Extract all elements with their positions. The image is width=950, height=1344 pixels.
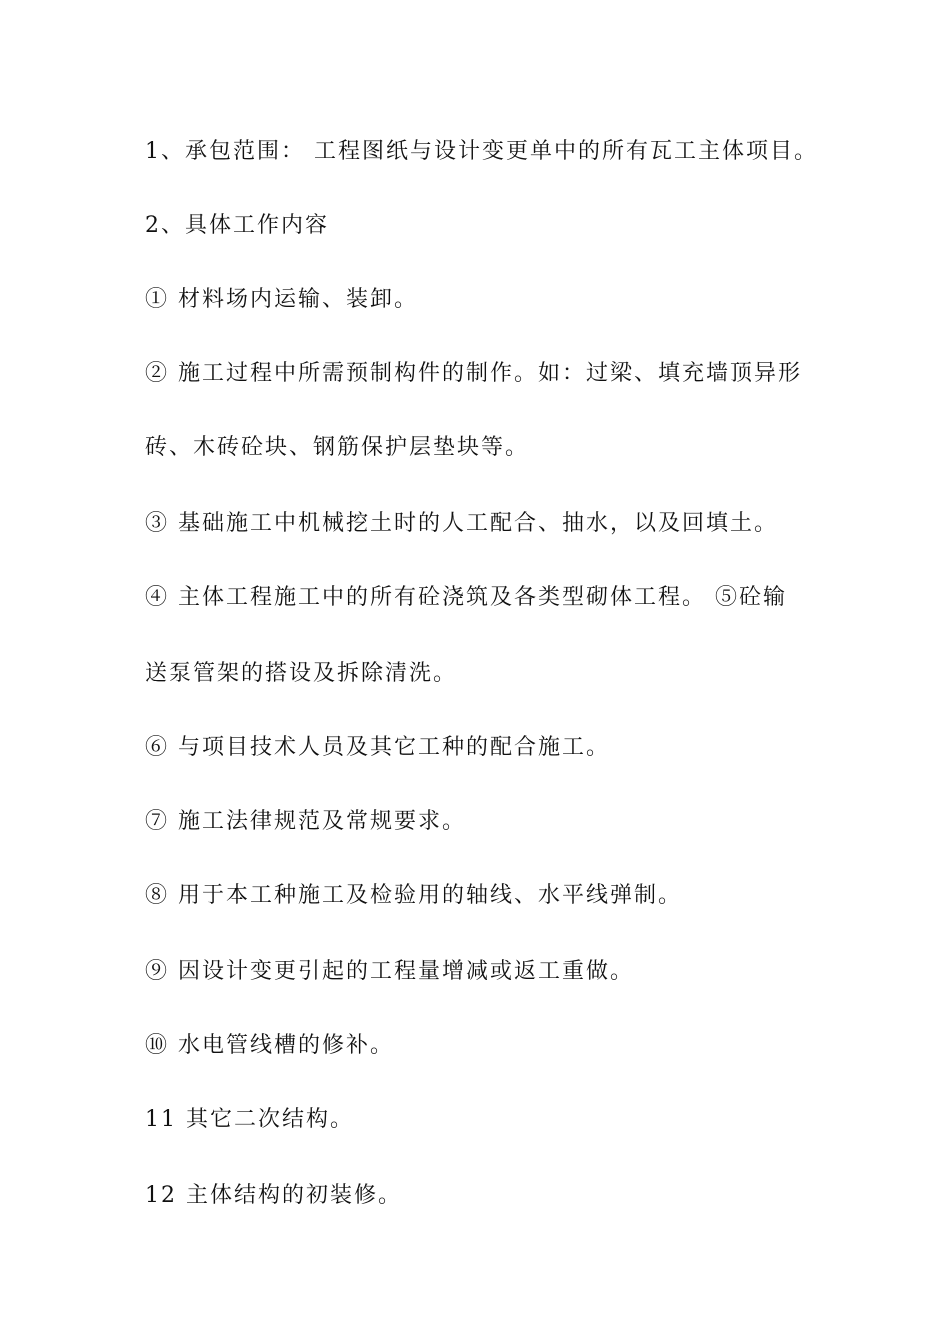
text-line-scope: 1、承包范围： 工程图纸与设计变更单中的所有瓦工主体项目。: [145, 139, 818, 164]
text-line-item-1: ① 材料场内运输、装卸。: [145, 287, 418, 312]
text-line-item-11: 11 其它二次结构。: [145, 1107, 354, 1132]
text-line-item-2-continued: 砖、木砖砼块、钢筋保护层垫块等。: [145, 435, 530, 460]
text-line-item-8: ⑧ 用于本工种施工及检验用的轴线、水平线弹制。: [145, 883, 682, 908]
text-line-item-10: ⑩ 水电管线槽的修补。: [145, 1033, 394, 1058]
text-line-item-3: ③ 基础施工中机械挖土时的人工配合、抽水，以及回填土。: [145, 511, 778, 536]
text-line-item-7: ⑦ 施工法律规范及常规要求。: [145, 809, 466, 834]
text-line-item-6: ⑥ 与项目技术人员及其它工种的配合施工。: [145, 735, 610, 760]
text-line-item-9: ⑨ 因设计变更引起的工程量增减或返工重做。: [145, 959, 634, 984]
text-line-item-12: 12 主体结构的初装修。: [145, 1183, 402, 1208]
text-line-work-content-heading: 2、具体工作内容: [145, 213, 329, 238]
text-line-item-4: ④ 主体工程施工中的所有砼浇筑及各类型砌体工程。 ⑤砼输: [145, 585, 787, 610]
text-line-item-2: ② 施工过程中所需预制构件的制作。如：过梁、填充墙顶异形: [145, 361, 802, 386]
text-line-item-5-continued: 送泵管架的搭设及拆除清洗。: [145, 661, 458, 686]
